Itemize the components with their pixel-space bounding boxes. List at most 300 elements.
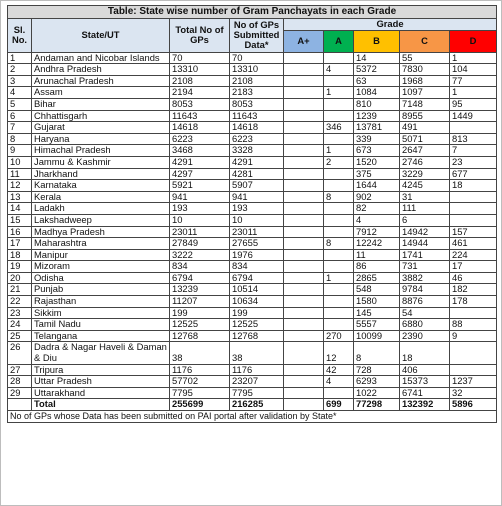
grade-b: 13781 [354,122,400,134]
submitted-gps: 7795 [230,387,284,399]
grade-a [324,214,354,226]
grade-a-plus [284,330,324,342]
sl-no: 3 [8,75,32,87]
state-name: Dadra & Nagar Haveli & Daman & Diu [32,342,170,364]
sl-no: 6 [8,110,32,122]
submitted-gps: 23011 [230,226,284,238]
grade-a-plus [284,180,324,192]
submitted-gps: 12525 [230,319,284,331]
submitted-gps: 193 [230,203,284,215]
table-row [8,387,497,399]
state-name: Lakshadweep [32,214,170,226]
grade-b: 7912 [354,226,400,238]
grade-a-plus [284,272,324,284]
grade-d: 7 [450,145,497,157]
grade-c: 7148 [400,98,450,110]
total-gps: 5921 [170,180,230,192]
grade-b: 8 [354,342,400,364]
grade-a [324,284,354,296]
sl-no: 14 [8,203,32,215]
grade-c: 15373 [400,376,450,388]
total-gps: 3222 [170,249,230,261]
grade-d: 178 [450,296,497,308]
grade-a: 1 [324,145,354,157]
total-grade-a: 699 [324,399,354,411]
grade-a-plus [284,249,324,261]
sl-no: 22 [8,296,32,308]
grade-a [324,98,354,110]
grade-d: 813 [450,133,497,145]
sl-no: 13 [8,191,32,203]
grade-a-plus [284,226,324,238]
grade-b: 1520 [354,156,400,168]
grade-b: 810 [354,98,400,110]
grade-b: 82 [354,203,400,215]
total-gps: 4297 [170,168,230,180]
grade-a-plus [284,87,324,99]
sl-no: 10 [8,156,32,168]
footnote: No of GPs whose Data has been submitted on PAI portal after validation by State* [8,411,497,423]
grade-a-plus [284,364,324,376]
table-row [8,307,497,319]
sl-no: 28 [8,376,32,388]
state-name: Jammu & Kashmir [32,156,170,168]
sl-no: 9 [8,145,32,157]
grade-c: 6880 [400,319,450,331]
sl-no: 12 [8,180,32,192]
state-name: Karnataka [32,180,170,192]
table-row [8,75,497,87]
grade-d: 9 [450,330,497,342]
state-name: Ladakh [32,203,170,215]
state-name: Jharkhand [32,168,170,180]
table-row [8,272,497,284]
grade-b: 548 [354,284,400,296]
grade-b: 86 [354,261,400,273]
grade-a: 42 [324,364,354,376]
sl-no: 29 [8,387,32,399]
grade-d [450,364,497,376]
grade-a [324,307,354,319]
state-name: Kerala [32,191,170,203]
grade-a [324,110,354,122]
grade-a [324,249,354,261]
sl-no: 20 [8,272,32,284]
grade-b: 11 [354,249,400,261]
grade-a-plus [284,52,324,64]
total-grade-d: 5896 [450,399,497,411]
grade-b: 1084 [354,87,400,99]
submitted-gps: 8053 [230,98,284,110]
grade-a [324,133,354,145]
state-name: Tripura [32,364,170,376]
grade-a-plus [284,376,324,388]
grade-c: 14942 [400,226,450,238]
grade-d: 224 [450,249,497,261]
total-gps: 57702 [170,376,230,388]
total-gps: 193 [170,203,230,215]
total-gps: 199 [170,307,230,319]
submitted-gps: 6794 [230,272,284,284]
state-name: Andaman and Nicobar Islands [32,52,170,64]
total-gps: 1176 [170,364,230,376]
table-row [8,168,497,180]
state-name: Haryana [32,133,170,145]
gram-panchayat-grade-table [7,5,497,423]
grade-d [450,122,497,134]
grade-c: 3882 [400,272,450,284]
total-gps: 12525 [170,319,230,331]
table-row [8,226,497,238]
grade-c: 8876 [400,296,450,308]
sl-no: 27 [8,364,32,376]
total-gps: 13239 [170,284,230,296]
submitted-gps: 10634 [230,296,284,308]
grade-c: 2647 [400,145,450,157]
submitted-gps: 4281 [230,168,284,180]
sl-no: 16 [8,226,32,238]
table-row [8,133,497,145]
grade-b: 2865 [354,272,400,284]
total-row [8,399,497,411]
grade-c: 1097 [400,87,450,99]
total-gps: 12768 [170,330,230,342]
grade-b: 63 [354,75,400,87]
grade-a-plus [284,214,324,226]
grade-a: 8 [324,191,354,203]
grade-b: 10099 [354,330,400,342]
grade-a: 2 [324,156,354,168]
submitted-gps: 14618 [230,122,284,134]
submitted-gps: 12768 [230,330,284,342]
total-gps: 4291 [170,156,230,168]
grade-d: 46 [450,272,497,284]
table-row [8,180,497,192]
header-submitted-gps: No of GPs Submitted Data* [230,19,284,53]
grade-c: 54 [400,307,450,319]
state-name: Punjab [32,284,170,296]
table-row [8,330,497,342]
grade-a: 346 [324,122,354,134]
grade-d: 23 [450,156,497,168]
grade-a-plus [284,122,324,134]
table-row [8,342,497,364]
grade-d [450,214,497,226]
header-grade-d: D [450,30,497,52]
grade-d: 18 [450,180,497,192]
submitted-gps: 27655 [230,238,284,250]
sl-no: 8 [8,133,32,145]
total-grade-c: 132392 [400,399,450,411]
grade-c: 31 [400,191,450,203]
header-grade-a-plus: A+ [284,30,324,52]
grade-a: 270 [324,330,354,342]
grade-d: 1 [450,87,497,99]
submitted-gps: 11643 [230,110,284,122]
total-gps: 941 [170,191,230,203]
total-gps: 2108 [170,75,230,87]
grade-d: 677 [450,168,497,180]
sl-no: 23 [8,307,32,319]
grade-c: 6 [400,214,450,226]
grade-d: 95 [450,98,497,110]
submitted-gps: 1176 [230,364,284,376]
grade-c: 2390 [400,330,450,342]
table-container [7,5,496,423]
grade-c: 731 [400,261,450,273]
grade-a-plus [284,98,324,110]
table-row [8,296,497,308]
grade-d: 157 [450,226,497,238]
total-total-gps: 255699 [170,399,230,411]
grade-a-plus [284,191,324,203]
sl-no: 25 [8,330,32,342]
table-body [8,52,497,399]
grade-a [324,296,354,308]
grade-b: 1022 [354,387,400,399]
grade-d: 1 [450,52,497,64]
total-grade-b: 77298 [354,399,400,411]
table-row [8,319,497,331]
table-row [8,376,497,388]
sl-no: 18 [8,249,32,261]
grade-a-plus [284,319,324,331]
total-gps: 11207 [170,296,230,308]
submitted-gps: 5907 [230,180,284,192]
state-name: Gujarat [32,122,170,134]
table-title: Table: State wise number of Gram Panchayats in each Grade [8,6,497,19]
sl-no: 21 [8,284,32,296]
submitted-gps: 1976 [230,249,284,261]
table-row [8,284,497,296]
submitted-gps: 10514 [230,284,284,296]
grade-a-plus [284,64,324,76]
grade-c: 1968 [400,75,450,87]
submitted-gps: 70 [230,52,284,64]
submitted-gps: 834 [230,261,284,273]
table-row [8,52,497,64]
grade-b: 14 [354,52,400,64]
total-gps: 8053 [170,98,230,110]
state-name: Madhya Pradesh [32,226,170,238]
state-name: Andhra Pradesh [32,64,170,76]
total-gps: 11643 [170,110,230,122]
grade-d: 1449 [450,110,497,122]
submitted-gps: 3328 [230,145,284,157]
table-row [8,64,497,76]
total-gps: 834 [170,261,230,273]
state-name: Sikkim [32,307,170,319]
total-gps: 6794 [170,272,230,284]
grade-a [324,387,354,399]
table-row [8,98,497,110]
grade-a-plus [284,156,324,168]
grade-c: 2746 [400,156,450,168]
grade-d: 1237 [450,376,497,388]
grade-a-plus [284,284,324,296]
total-gps: 70 [170,52,230,64]
state-name: Bihar [32,98,170,110]
total-gps: 27849 [170,238,230,250]
table-row [8,203,497,215]
total-gps: 7795 [170,387,230,399]
grade-a: 8 [324,238,354,250]
grade-d [450,307,497,319]
table-row [8,238,497,250]
submitted-gps: 6223 [230,133,284,145]
state-name: Chhattisgarh [32,110,170,122]
header-total-gps: Total No of GPs [170,19,230,53]
grade-b: 12242 [354,238,400,250]
total-gps: 3468 [170,145,230,157]
table-row [8,249,497,261]
submitted-gps: 941 [230,191,284,203]
total-gps: 2194 [170,87,230,99]
total-gps: 38 [170,342,230,364]
header-grade-c: C [400,30,450,52]
sl-no: 1 [8,52,32,64]
grade-b: 6293 [354,376,400,388]
grade-a-plus [284,387,324,399]
grade-c: 55 [400,52,450,64]
total-grade-a-plus [284,399,324,411]
submitted-gps: 4291 [230,156,284,168]
grade-b: 1239 [354,110,400,122]
sl-no: 7 [8,122,32,134]
header-grade: Grade [284,19,497,31]
grade-d [450,342,497,364]
grade-a-plus [284,238,324,250]
grade-a-plus [284,342,324,364]
grade-c: 14944 [400,238,450,250]
grade-a-plus [284,110,324,122]
grade-d: 77 [450,75,497,87]
grade-d: 88 [450,319,497,331]
grade-a [324,261,354,273]
state-name: Assam [32,87,170,99]
grade-b: 375 [354,168,400,180]
grade-c: 491 [400,122,450,134]
state-name: Odisha [32,272,170,284]
grade-d: 104 [450,64,497,76]
table-row [8,214,497,226]
state-name: Uttar Pradesh [32,376,170,388]
grade-d: 182 [450,284,497,296]
header-sl-no: Sl. No. [8,19,32,53]
grade-a-plus [284,261,324,273]
state-name: Himachal Pradesh [32,145,170,157]
grade-a-plus [284,296,324,308]
total-gps: 13310 [170,64,230,76]
grade-c: 406 [400,364,450,376]
grade-b: 902 [354,191,400,203]
grade-c: 5071 [400,133,450,145]
grade-d: 32 [450,387,497,399]
total-gps: 10 [170,214,230,226]
grade-a [324,75,354,87]
total-submitted-gps: 216285 [230,399,284,411]
grade-a [324,168,354,180]
header-grade-b: B [354,30,400,52]
table-row [8,145,497,157]
submitted-gps: 10 [230,214,284,226]
grade-c: 4245 [400,180,450,192]
grade-a [324,319,354,331]
grade-a [324,203,354,215]
sl-no: 19 [8,261,32,273]
grade-a-plus [284,203,324,215]
grade-a: 4 [324,376,354,388]
grade-a-plus [284,307,324,319]
grade-a: 1 [324,272,354,284]
grade-b: 339 [354,133,400,145]
grade-b: 728 [354,364,400,376]
grade-c: 3229 [400,168,450,180]
state-name: Arunachal Pradesh [32,75,170,87]
grade-a [324,52,354,64]
table-row [8,110,497,122]
sl-no: 11 [8,168,32,180]
header-state: State/UT [32,19,170,53]
grade-a [324,226,354,238]
grade-a-plus [284,75,324,87]
grade-a: 12 [324,342,354,364]
grade-b: 5372 [354,64,400,76]
state-name: Telangana [32,330,170,342]
grade-d: 461 [450,238,497,250]
submitted-gps: 23207 [230,376,284,388]
submitted-gps: 13310 [230,64,284,76]
state-name: Maharashtra [32,238,170,250]
grade-c: 9784 [400,284,450,296]
total-gps: 23011 [170,226,230,238]
grade-b: 673 [354,145,400,157]
grade-b: 1580 [354,296,400,308]
grade-b: 1644 [354,180,400,192]
table-row [8,156,497,168]
state-name: Mizoram [32,261,170,273]
grade-a-plus [284,168,324,180]
sl-no: 2 [8,64,32,76]
sl-no: 15 [8,214,32,226]
sl-no: 17 [8,238,32,250]
total-sl [8,399,32,411]
submitted-gps: 38 [230,342,284,364]
total-gps: 14618 [170,122,230,134]
sl-no: 5 [8,98,32,110]
grade-c: 1741 [400,249,450,261]
grade-c: 7830 [400,64,450,76]
grade-a-plus [284,145,324,157]
grade-a: 4 [324,64,354,76]
state-name: Rajasthan [32,296,170,308]
sl-no: 26 [8,342,32,364]
sl-no: 4 [8,87,32,99]
sl-no: 24 [8,319,32,331]
grade-d: 17 [450,261,497,273]
grade-c: 111 [400,203,450,215]
total-gps: 6223 [170,133,230,145]
grade-d [450,203,497,215]
table-row [8,364,497,376]
grade-c: 18 [400,342,450,364]
header-grade-a: A [324,30,354,52]
grade-a: 1 [324,87,354,99]
submitted-gps: 2108 [230,75,284,87]
grade-c: 8955 [400,110,450,122]
grade-b: 5557 [354,319,400,331]
grade-b: 4 [354,214,400,226]
